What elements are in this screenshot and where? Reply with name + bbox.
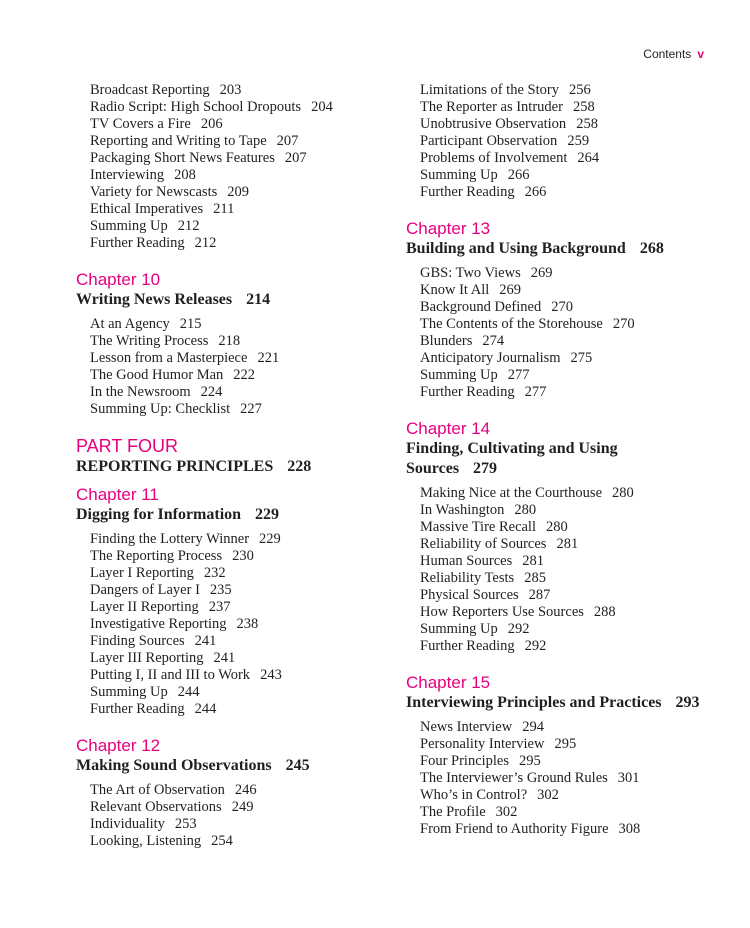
toc-entry-page: 241 <box>194 633 217 649</box>
chapter-title-text: Making Sound Observations <box>76 757 272 774</box>
toc-entry-page: 302 <box>495 804 518 820</box>
toc-entry-page: 244 <box>194 701 217 717</box>
toc-entry-page: 280 <box>612 485 634 501</box>
toc-entry-page: 258 <box>576 116 598 132</box>
toc-entry-page: 292 <box>507 621 530 637</box>
toc-entry[interactable] <box>90 701 376 718</box>
toc-entry-title: Reliability of Sources <box>420 536 547 552</box>
toc-entry-title: Reliability Tests <box>420 570 515 586</box>
toc-entry-page: 254 <box>211 833 233 849</box>
toc-entry[interactable] <box>90 235 376 252</box>
chapter-title-line-1: Finding, Cultivating and Using <box>406 440 618 457</box>
toc-entry-title: The Profile <box>420 804 486 820</box>
toc-entry-title: Summing Up <box>90 218 168 234</box>
chapter-title-text: Digging for Information <box>76 506 242 523</box>
toc-entry-title: Participant Observation <box>420 133 558 149</box>
toc-entry-page: 294 <box>522 719 544 735</box>
toc-entry-page: 230 <box>232 548 254 564</box>
toc-entry[interactable] <box>420 485 726 502</box>
toc-entry-title: Investigative Reporting <box>90 616 227 632</box>
toc-entry-page: 285 <box>524 570 546 586</box>
toc-entry-title: Reporting and Writing to Tape <box>90 133 267 149</box>
toc-entry-title: Unobtrusive Observation <box>420 116 567 132</box>
chapter-page: 229 <box>255 506 280 523</box>
chapter-page: 279 <box>473 460 498 477</box>
toc-entry[interactable] <box>420 587 726 604</box>
toc-entry[interactable] <box>90 633 376 650</box>
toc-entry-title: Lesson from a Masterpiece <box>90 350 248 366</box>
toc-entry[interactable] <box>90 316 376 333</box>
toc-entry[interactable] <box>420 116 726 133</box>
toc-entry-title: Finding Sources <box>90 633 185 649</box>
chapter-label: Chapter 12 <box>76 736 161 755</box>
part-title-text: REPORTING PRINCIPLES <box>76 458 274 475</box>
toc-entry-title: Looking, Listening <box>90 833 202 849</box>
toc-entry-title: Further Reading <box>90 235 185 251</box>
toc-entry[interactable] <box>420 621 726 638</box>
toc-entry-title: Putting I, II and III to Work <box>90 667 251 683</box>
toc-entry-page: 206 <box>200 116 223 132</box>
toc-entry[interactable] <box>420 333 726 350</box>
toc-entry-title: Summing Up: Checklist <box>90 401 231 417</box>
chapter-entries <box>406 485 726 655</box>
toc-entry-page: 277 <box>524 384 547 400</box>
toc-entry-title: Layer II Reporting <box>90 599 199 615</box>
chapter-title-text: Building and Using Background <box>406 240 626 257</box>
toc-entry-page: 301 <box>617 770 640 786</box>
entries-ch12-continued <box>406 82 726 201</box>
toc-entry-title: The Art of Observation <box>90 782 225 798</box>
toc-entry[interactable] <box>420 299 726 316</box>
toc-entry[interactable] <box>420 184 726 201</box>
entries-ch9-continued <box>76 82 376 252</box>
toc-entry-page: 227 <box>240 401 262 417</box>
toc-entry-title: How Reporters Use Sources <box>420 604 584 620</box>
toc-entry-page: 241 <box>213 650 236 666</box>
toc-entry[interactable] <box>90 599 376 616</box>
chapter-title-line-2: Sources <box>406 460 460 477</box>
toc-entry[interactable] <box>90 816 376 833</box>
toc-entry[interactable] <box>90 99 376 116</box>
toc-entry-page: 264 <box>577 150 600 166</box>
toc-entry-page: 292 <box>524 638 547 654</box>
toc-entry-page: 208 <box>174 167 196 183</box>
toc-entry[interactable] <box>90 384 376 401</box>
toc-entry-title: TV Covers a Fire <box>90 116 191 132</box>
toc-entry-page: 238 <box>236 616 259 632</box>
toc-entry[interactable] <box>420 133 726 150</box>
toc-entry-page: 275 <box>570 350 593 366</box>
toc-entry-page: 212 <box>194 235 217 251</box>
toc-entry-page: 258 <box>572 99 595 115</box>
toc-entry-page: 243 <box>260 667 282 683</box>
toc-entry-title: Variety for Newscasts <box>90 184 218 200</box>
toc-entry[interactable] <box>90 201 376 218</box>
toc-entry-page: 215 <box>179 316 202 332</box>
chapter-title[interactable] <box>76 756 376 776</box>
toc-entry-title: Individuality <box>90 816 165 832</box>
toc-entry[interactable] <box>90 350 376 367</box>
toc-entry[interactable] <box>90 82 376 99</box>
toc-entry-page: 259 <box>567 133 590 149</box>
toc-entry-page: 266 <box>524 184 547 200</box>
toc-entry-title: Massive Tire Recall <box>420 519 536 535</box>
toc-entry[interactable] <box>420 536 726 553</box>
chapter-label: Chapter 11 <box>76 485 159 504</box>
toc-entry-title: The Reporter as Intruder <box>420 99 563 115</box>
toc-entry[interactable] <box>90 218 376 235</box>
toc-entry[interactable] <box>90 833 376 850</box>
chapter-entries <box>406 265 726 401</box>
toc-entry[interactable] <box>90 167 376 184</box>
toc-entry-title: From Friend to Authority Figure <box>420 821 609 837</box>
toc-entry-page: 270 <box>612 316 635 332</box>
toc-entry[interactable] <box>420 604 726 621</box>
toc-entry-page: 295 <box>554 736 577 752</box>
chapter-page: 268 <box>639 240 664 257</box>
chapter-entries <box>76 782 376 850</box>
toc-entry-page: 256 <box>568 82 591 98</box>
toc-entry[interactable] <box>420 384 726 401</box>
toc-entry[interactable] <box>90 531 376 548</box>
chapter-entries <box>76 316 376 418</box>
toc-entry-page: 232 <box>203 565 226 581</box>
toc-entry-title: At an Agency <box>90 316 170 332</box>
toc-entry[interactable] <box>420 265 726 282</box>
toc-entry-page: 269 <box>499 282 522 298</box>
toc-entry-page: 237 <box>208 599 231 615</box>
toc-entry-title: Background Defined <box>420 299 542 315</box>
toc-entry-page: 280 <box>546 519 568 535</box>
toc-entry[interactable] <box>90 684 376 701</box>
toc-entry-title: Four Principles <box>420 753 510 769</box>
toc-entry-page: 246 <box>234 782 257 798</box>
chapter-entries <box>406 719 726 838</box>
toc-entry[interactable] <box>420 570 726 587</box>
toc-entry-title: Further Reading <box>420 638 515 654</box>
contents-column-left <box>76 82 376 868</box>
toc-entry-page: 249 <box>231 799 254 815</box>
toc-entry[interactable] <box>90 782 376 799</box>
toc-entry-title: Further Reading <box>420 384 515 400</box>
toc-entry-title: Know It All <box>420 282 490 298</box>
chapter-title-text: Writing News Releases <box>76 291 233 308</box>
toc-entry-page: 287 <box>528 587 551 603</box>
toc-entry[interactable] <box>420 82 726 99</box>
toc-entry-title: Summing Up <box>90 684 168 700</box>
toc-entry-title: Packaging Short News Features <box>90 150 275 166</box>
toc-entry-title: In the Newsroom <box>90 384 191 400</box>
chapter-page: 293 <box>675 694 700 711</box>
toc-entry-page: 209 <box>227 184 249 200</box>
chapter-15-section <box>406 673 726 838</box>
chapter-title[interactable] <box>406 239 726 259</box>
toc-entry-title: The Writing Process <box>90 333 209 349</box>
toc-entry[interactable] <box>90 116 376 133</box>
toc-entry-page: 270 <box>551 299 573 315</box>
toc-entry-page: 212 <box>177 218 200 234</box>
toc-entry[interactable] <box>420 167 726 184</box>
toc-entry[interactable] <box>420 150 726 167</box>
toc-entry-title: Interviewing <box>90 167 165 183</box>
part-title[interactable] <box>76 457 376 477</box>
toc-entry-title: The Contents of the Storehouse <box>420 316 603 332</box>
toc-entry[interactable] <box>420 719 726 736</box>
toc-entry-title: In Washington <box>420 502 505 518</box>
toc-entry-title: Making Nice at the Courthouse <box>420 485 603 501</box>
toc-entry-title: Layer I Reporting <box>90 565 194 581</box>
toc-entry-page: 221 <box>257 350 280 366</box>
toc-entry[interactable] <box>90 367 376 384</box>
toc-entry-page: 280 <box>514 502 537 518</box>
toc-entry-title: Broadcast Reporting <box>90 82 210 98</box>
toc-entry-page: 302 <box>537 787 559 803</box>
toc-entry-title: Finding the Lottery Winner <box>90 531 250 547</box>
toc-entry-title: Problems of Involvement <box>420 150 568 166</box>
chapter-title[interactable] <box>76 290 376 310</box>
toc-entry-page: 266 <box>507 167 530 183</box>
toc-entry-title: Ethical Imperatives <box>90 201 204 217</box>
toc-entry[interactable] <box>420 99 726 116</box>
toc-entry-page: 269 <box>530 265 553 281</box>
toc-entry-title: Summing Up <box>420 621 498 637</box>
toc-entry-page: 229 <box>259 531 281 547</box>
toc-entry[interactable] <box>420 787 726 804</box>
chapter-14-section <box>406 419 726 655</box>
toc-entry[interactable] <box>420 350 726 367</box>
running-head <box>643 47 704 61</box>
contents-column-right <box>406 82 726 856</box>
toc-entry[interactable] <box>420 282 726 299</box>
chapter-page: 214 <box>246 291 271 308</box>
toc-entry-page: 235 <box>209 582 232 598</box>
toc-entry-page: 274 <box>482 333 505 349</box>
toc-entry[interactable] <box>90 333 376 350</box>
chapter-13-section <box>406 219 726 401</box>
toc-entry[interactable] <box>420 753 726 770</box>
toc-entry-title: GBS: Two Views <box>420 265 521 281</box>
toc-entry-page: 244 <box>177 684 200 700</box>
chapter-label: Chapter 13 <box>406 219 491 238</box>
toc-entry-page: 218 <box>218 333 241 349</box>
chapter-10-section <box>76 270 376 418</box>
toc-entry-page: 222 <box>233 367 256 383</box>
toc-entry-title: The Interviewer’s Ground Rules <box>420 770 608 786</box>
toc-entry-title: Layer III Reporting <box>90 650 204 666</box>
toc-entry-page: 281 <box>556 536 579 552</box>
toc-entry-title: The Good Humor Man <box>90 367 224 383</box>
toc-entry-title: Blunders <box>420 333 473 349</box>
toc-entry-title: Summing Up <box>420 167 498 183</box>
part-page: 228 <box>287 458 312 475</box>
toc-entry[interactable] <box>420 367 726 384</box>
toc-entry-page: 207 <box>284 150 307 166</box>
toc-entry[interactable] <box>90 401 376 418</box>
toc-entry-title: Anticipatory Journalism <box>420 350 561 366</box>
toc-entry-page: 281 <box>522 553 544 569</box>
toc-entry-page: 288 <box>593 604 616 620</box>
part-four-section <box>76 436 376 477</box>
part-label: PART FOUR <box>76 436 179 456</box>
toc-entry-title: Human Sources <box>420 553 513 569</box>
toc-entry[interactable] <box>90 667 376 684</box>
toc-entry-page: 207 <box>276 133 299 149</box>
toc-entry-page: 224 <box>200 384 223 400</box>
toc-entry[interactable] <box>420 553 726 570</box>
toc-entry[interactable] <box>90 565 376 582</box>
toc-entry-title: Further Reading <box>90 701 185 717</box>
toc-entry-title: Relevant Observations <box>90 799 222 815</box>
toc-entry-title: Who’s in Control? <box>420 787 528 803</box>
toc-entry-page: 277 <box>507 367 530 383</box>
toc-entry-page: 204 <box>311 99 333 115</box>
toc-entry[interactable] <box>420 804 726 821</box>
toc-entry[interactable] <box>420 638 726 655</box>
chapter-11-section <box>76 485 376 718</box>
toc-entry[interactable] <box>90 799 376 816</box>
toc-entry[interactable] <box>420 821 726 838</box>
toc-entry[interactable] <box>90 184 376 201</box>
toc-entry-page: 308 <box>618 821 641 837</box>
toc-entry-page: 253 <box>174 816 197 832</box>
chapter-label: Chapter 15 <box>406 673 491 692</box>
toc-entry-title: Dangers of Layer I <box>90 582 200 598</box>
toc-entry[interactable] <box>420 736 726 753</box>
toc-entry-page: 211 <box>213 201 235 217</box>
toc-entry-title: News Interview <box>420 719 513 735</box>
toc-entry[interactable] <box>90 548 376 565</box>
chapter-page: 245 <box>285 757 310 774</box>
chapter-label: Chapter 10 <box>76 270 161 289</box>
chapter-title[interactable] <box>406 693 726 713</box>
chapter-entries <box>76 531 376 718</box>
chapter-title[interactable] <box>406 439 726 479</box>
toc-entry[interactable] <box>90 650 376 667</box>
chapter-12-section <box>76 736 376 850</box>
toc-entry[interactable] <box>90 582 376 599</box>
chapter-title[interactable] <box>76 505 376 525</box>
running-head-label: Contents <box>643 47 692 61</box>
toc-entry[interactable] <box>420 502 726 519</box>
toc-entry[interactable] <box>420 770 726 787</box>
page-number: v <box>697 47 704 61</box>
chapter-label: Chapter 14 <box>406 419 491 438</box>
toc-entry[interactable] <box>90 133 376 150</box>
toc-entry-title: Limitations of the Story <box>420 82 559 98</box>
chapter-title-text: Interviewing Principles and Practices <box>406 694 662 711</box>
toc-entry-title: Physical Sources <box>420 587 519 603</box>
toc-entry[interactable] <box>90 150 376 167</box>
toc-entry-page: 203 <box>219 82 242 98</box>
toc-entry-title: Personality Interview <box>420 736 545 752</box>
toc-entry-title: Summing Up <box>420 367 498 383</box>
toc-entry[interactable] <box>420 519 726 536</box>
toc-entry-page: 295 <box>519 753 541 769</box>
toc-entry[interactable] <box>420 316 726 333</box>
toc-entry-title: Radio Script: High School Dropouts <box>90 99 302 115</box>
toc-entry-title: Further Reading <box>420 184 515 200</box>
toc-entry-title: The Reporting Process <box>90 548 223 564</box>
toc-entry[interactable] <box>90 616 376 633</box>
